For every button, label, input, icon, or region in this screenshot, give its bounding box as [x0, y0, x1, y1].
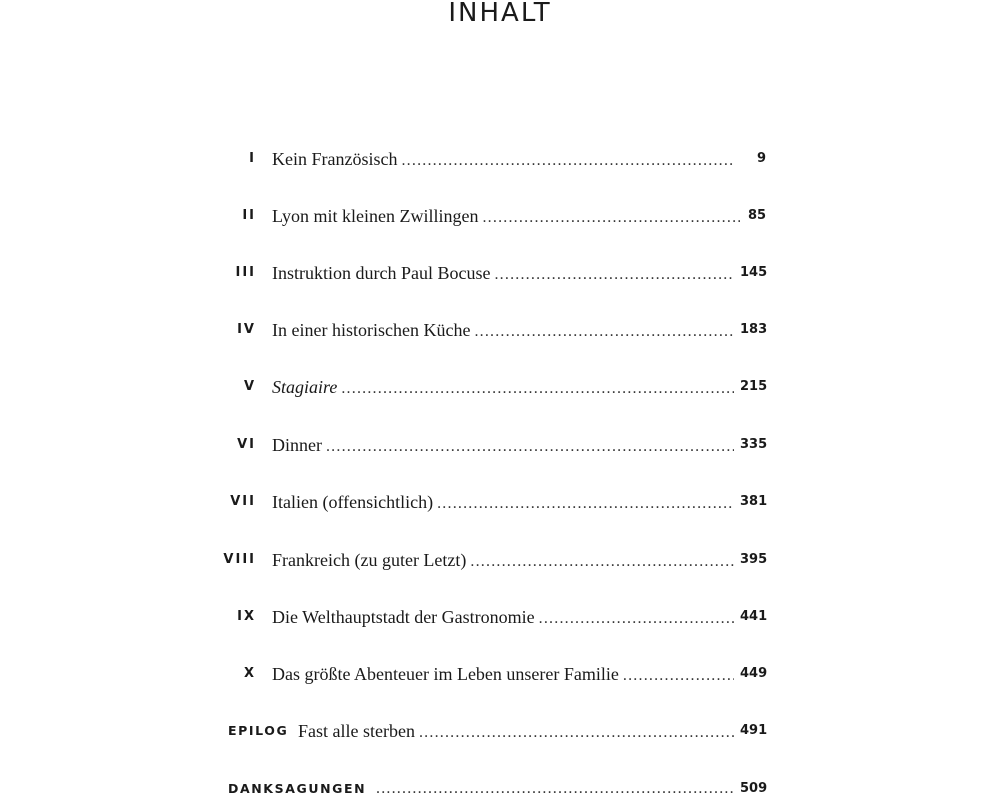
- page-title: INHALT: [448, 0, 552, 28]
- chapter-number: IX: [237, 609, 256, 624]
- toc-entry-epilog[interactable]: [0, 716, 1000, 746]
- section-label: DANKSAGUNGEN: [228, 781, 367, 796]
- chapter-number: I: [249, 151, 256, 166]
- chapter-number: VIII: [223, 552, 256, 567]
- dot-leader: [419, 718, 734, 748]
- page-number: 85: [748, 208, 767, 223]
- toc-entry-9[interactable]: [0, 602, 1000, 632]
- section-label: EPILOG: [228, 723, 289, 738]
- chapter-title: Fast alle sterben: [298, 721, 415, 741]
- chapter-title: Frankreich (zu guter Letzt): [272, 550, 467, 570]
- chapter-number: IV: [237, 322, 256, 337]
- toc-entry-10[interactable]: [0, 659, 1000, 689]
- chapter-number: III: [235, 265, 256, 280]
- toc-entry-8[interactable]: [0, 545, 1000, 575]
- page-number: 491: [740, 723, 768, 738]
- toc-entry-4[interactable]: [0, 315, 1000, 345]
- page-number: 335: [740, 437, 768, 452]
- page-number: 145: [740, 265, 768, 280]
- chapter-number: V: [243, 379, 256, 394]
- chapter-number: X: [243, 666, 256, 681]
- dot-leader: [341, 374, 734, 404]
- chapter-title: Instruktion durch Paul Bocuse: [272, 263, 491, 283]
- toc-entry-3[interactable]: [0, 258, 1000, 288]
- dot-leader: [539, 604, 734, 634]
- chapter-title: Italien (offensichtlich): [272, 492, 434, 512]
- chapter-title: In einer historischen Küche: [272, 320, 471, 340]
- chapter-title: Lyon mit kleinen Zwillingen: [272, 206, 479, 226]
- page-number: 449: [740, 666, 768, 681]
- chapter-title: Kein Französisch: [272, 149, 398, 169]
- dot-leader: [437, 489, 734, 519]
- toc-entry-2[interactable]: [0, 201, 1000, 231]
- chapter-number: VII: [230, 494, 256, 509]
- dot-leader: [326, 432, 734, 462]
- chapter-number: VI: [237, 437, 256, 452]
- page-number: 441: [740, 609, 768, 624]
- page-number: 509: [740, 781, 768, 796]
- toc-entry-7[interactable]: [0, 487, 1000, 517]
- chapter-title: Das größte Abenteuer im Leben unserer Familie: [272, 664, 619, 684]
- toc-entry-1[interactable]: [0, 144, 1000, 174]
- dot-leader: [470, 547, 734, 577]
- chapter-title: Stagiaire: [272, 377, 338, 397]
- page-number: 9: [757, 151, 767, 166]
- toc-entry-6[interactable]: [0, 430, 1000, 460]
- page-number: 215: [740, 379, 768, 394]
- chapter-number: II: [242, 208, 256, 223]
- dot-leader: [494, 260, 734, 290]
- page-number: 381: [740, 494, 768, 509]
- toc-entry-5[interactable]: [0, 372, 1000, 402]
- dot-leader: [401, 146, 734, 176]
- page-number: 183: [740, 322, 768, 337]
- dot-leader: [623, 661, 734, 691]
- page-number: 395: [740, 552, 768, 567]
- dot-leader: [474, 317, 734, 347]
- dot-leader: [482, 203, 740, 233]
- chapter-title: Die Welthauptstadt der Gastronomie: [272, 607, 535, 627]
- chapter-title: Dinner: [272, 435, 322, 455]
